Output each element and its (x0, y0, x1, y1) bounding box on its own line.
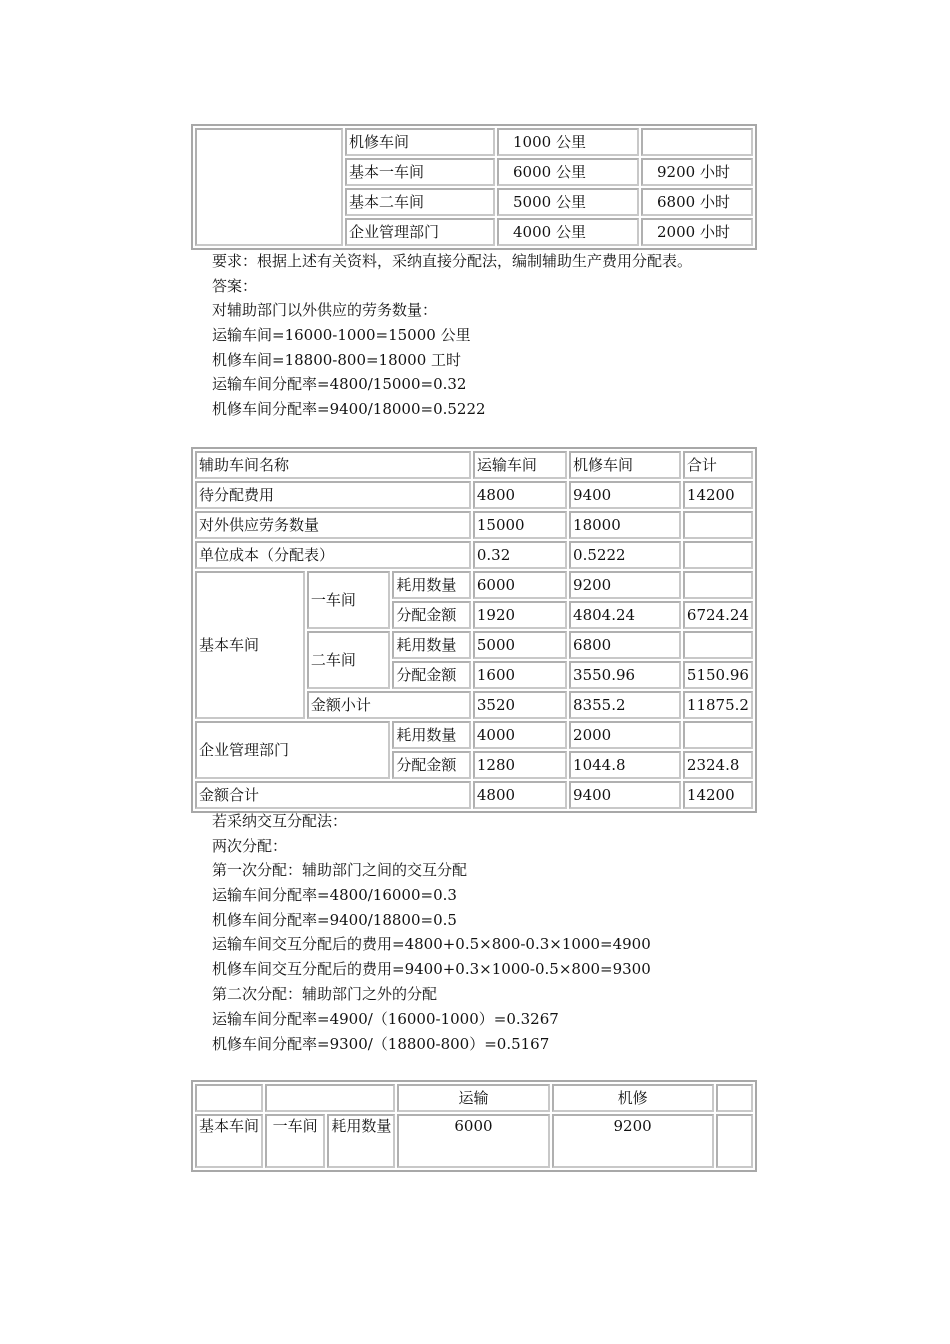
table-cell: 6000 (473, 571, 567, 599)
table-cell (683, 511, 753, 539)
text-line: 两次分配： (212, 837, 288, 855)
table-cell: 9400 (569, 481, 681, 509)
table-cell: 1280 (473, 751, 567, 779)
text-line: 运输车间=16000-1000=15000 公里 (212, 326, 471, 344)
table-cell: 9200 (569, 571, 681, 599)
table-header-cell: 辅助车间名称 (195, 451, 471, 479)
table-cell: 1044.8 (569, 751, 681, 779)
table-cell: 4000 (473, 721, 567, 749)
table-header-cell: 机修车间 (569, 451, 681, 479)
table-cell: 企业管理部门 (195, 721, 390, 779)
table-cell: 6800 小时 (641, 188, 753, 216)
table-cell: 基本车间 (195, 1114, 263, 1168)
table-cell: 1000 公里 (497, 128, 639, 156)
text-line: 若采纳交互分配法： (212, 812, 348, 830)
text-line: 运输车间交互分配后的费用=4800+0.5×800-0.3×1000=4900 (212, 935, 651, 953)
table-cell: 耗用数量 (392, 721, 470, 749)
table-cell: 一车间 (265, 1114, 325, 1168)
text-line: 运输车间分配率=4800/15000=0.32 (212, 375, 467, 393)
table-cell: 一车间 (307, 571, 391, 629)
table-cell: 分配金额 (392, 601, 470, 629)
table-cell: 待分配费用 (195, 481, 471, 509)
table-cell: 2000 小时 (641, 218, 753, 246)
table-cell: 2324.8 (683, 751, 753, 779)
table-cell (683, 631, 753, 659)
table-cell: 3550.96 (569, 661, 681, 689)
table-service-quantities (191, 124, 757, 250)
text-line: 机修车间=18800-800=18000 工时 (212, 351, 462, 369)
table-cell: 1600 (473, 661, 567, 689)
text-line: 对辅助部门以外供应的劳务数量： (212, 301, 438, 319)
table-cell: 4800 (473, 481, 567, 509)
table-cell: 3520 (473, 691, 567, 719)
table-cell: 4000 公里 (497, 218, 639, 246)
table-cell: 15000 (473, 511, 567, 539)
text-line: 机修车间分配率=9300/（18800-800）=0.5167 (212, 1035, 550, 1053)
table-row (195, 481, 753, 509)
table-row (195, 1114, 753, 1168)
table-cell: 18000 (569, 511, 681, 539)
table-header-cell: 机修 (552, 1084, 714, 1112)
answer-label: 答案： (212, 277, 258, 295)
table-cell: 5000 (473, 631, 567, 659)
table-cell: 1920 (473, 601, 567, 629)
text-line: 第一次分配：辅助部门之间的交互分配 (212, 861, 468, 879)
table-header-cell: 合计 (683, 451, 753, 479)
table-cell: 基本车间 (195, 571, 305, 719)
table-cell: 9200 小时 (641, 158, 753, 186)
table-cell: 单位成本（分配表） (195, 541, 471, 569)
table-cell: 5000 公里 (497, 188, 639, 216)
table-cell: 耗用数量 (327, 1114, 395, 1168)
table-cell: 对外供应劳务数量 (195, 511, 471, 539)
table-row (195, 1084, 753, 1112)
table-cell (683, 541, 753, 569)
table-cell: 11875.2 (683, 691, 753, 719)
text-line: 运输车间分配率=4800/16000=0.3 (212, 886, 457, 904)
table-cell: 基本二车间 (345, 188, 495, 216)
table-cell: 9400 (569, 781, 681, 809)
table-cell: 4804.24 (569, 601, 681, 629)
table-cell: 0.5222 (569, 541, 681, 569)
table-row (195, 781, 753, 809)
table-row (195, 721, 753, 749)
table-cell: 分配金额 (392, 661, 470, 689)
table-cell: 8355.2 (569, 691, 681, 719)
table-cell (683, 721, 753, 749)
table-cell: 14200 (683, 781, 753, 809)
table-cell: 6000 (397, 1114, 549, 1168)
table-cell: 企业管理部门 (345, 218, 495, 246)
text-line: 机修车间交互分配后的费用=9400+0.3×1000-0.5×800=9300 (212, 960, 651, 978)
table-row (195, 571, 753, 599)
table-header-cell: 运输车间 (473, 451, 567, 479)
text-line: 机修车间分配率=9400/18000=0.5222 (212, 400, 486, 418)
table-cell (716, 1114, 753, 1168)
table-cell: 金额小计 (307, 691, 471, 719)
table-cell: 2000 (569, 721, 681, 749)
text-line: 第二次分配：辅助部门之外的分配 (212, 985, 438, 1003)
table-header-cell (716, 1084, 753, 1112)
requirement-text: 要求：根据上述有关资料，采纳直接分配法，编制辅助生产费用分配表。 (212, 252, 693, 270)
table-cell: 分配金额 (392, 751, 470, 779)
table-row (195, 511, 753, 539)
table-row (195, 128, 753, 156)
table-cell (641, 128, 753, 156)
table-cell-empty (195, 128, 343, 246)
table-cell: 6000 公里 (497, 158, 639, 186)
table-direct-allocation (191, 447, 757, 813)
table-header-cell: 运输 (397, 1084, 549, 1112)
table-cell: 机修车间 (345, 128, 495, 156)
table-cell: 14200 (683, 481, 753, 509)
table-cell: 9200 (552, 1114, 714, 1168)
table-cell (683, 571, 753, 599)
table-cell: 二车间 (307, 631, 391, 689)
table-cell: 6724.24 (683, 601, 753, 629)
table-cell: 6800 (569, 631, 681, 659)
table-row (195, 451, 753, 479)
table-cell: 0.32 (473, 541, 567, 569)
table-row (195, 541, 753, 569)
text-line: 机修车间分配率=9400/18800=0.5 (212, 911, 457, 929)
table-cell: 金额合计 (195, 781, 471, 809)
table-header-cell (195, 1084, 263, 1112)
table-cell: 耗用数量 (392, 631, 470, 659)
table-reciprocal-allocation (191, 1080, 757, 1172)
table-cell: 5150.96 (683, 661, 753, 689)
table-cell: 4800 (473, 781, 567, 809)
table-cell: 耗用数量 (392, 571, 470, 599)
table-cell: 基本一车间 (345, 158, 495, 186)
text-line: 运输车间分配率=4900/（16000-1000）=0.3267 (212, 1010, 559, 1028)
table-header-cell (265, 1084, 395, 1112)
